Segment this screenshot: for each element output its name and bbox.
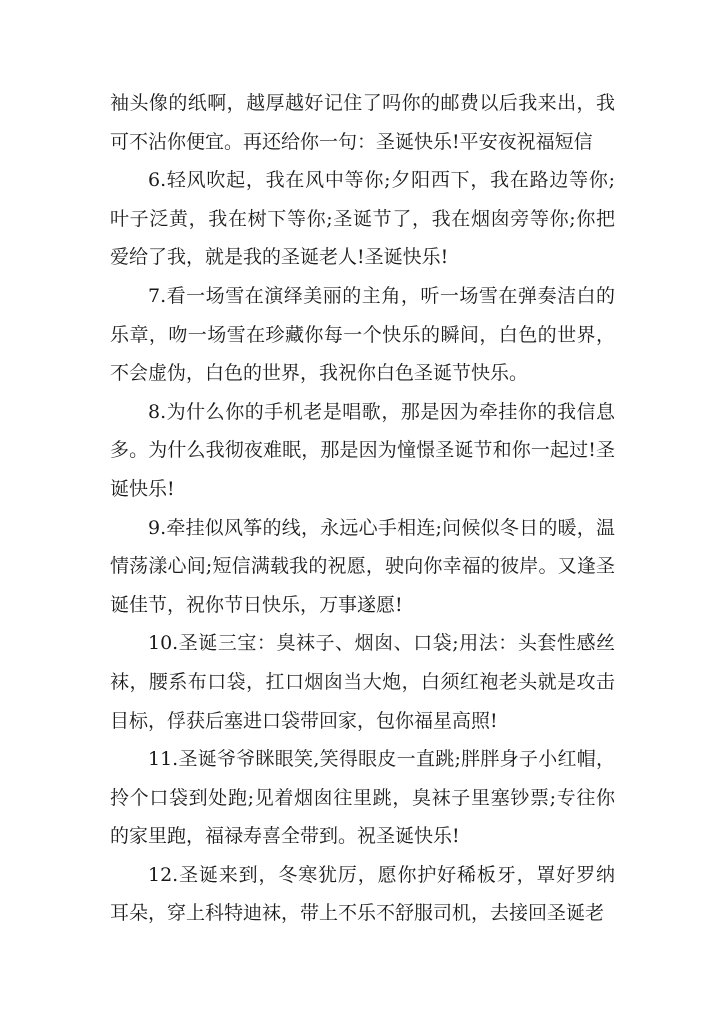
document-body xyxy=(110,84,615,933)
paragraph-4: 8.为什么你的手机老是唱歌，那是因为牵挂你的我信息多。为什么我彻夜难眠，那是因为憧憬圣诞节和你一起过!圣诞快乐! xyxy=(110,400,615,500)
paragraph-7: 11.圣诞爷爷眯眼笑,笑得眼皮一直跳;胖胖身子小红帽，拎个口袋到处跑;见着烟囱往里跳，臭袜子里塞钞票;专往你的家里跑，福禄寿喜全带到。祝圣诞快乐! xyxy=(110,748,615,848)
paragraph-2: 6.轻风吹起，我在风中等你;夕阳西下，我在路边等你;叶子泛黄，我在树下等你;圣诞节了，我在烟囱旁等你;你把爱给了我，就是我的圣诞老人!圣诞快乐! xyxy=(110,169,615,269)
paragraph-6: 10.圣诞三宝：臭袜子、烟囱、口袋;用法：头套性感丝袜，腰系布口袋，扛口烟囱当大炮，白须红袍老头就是攻击目标，俘获后塞进口袋带回家，包你福星高照! xyxy=(110,632,615,732)
paragraph-5: 9.牵挂似风筝的线，永远心手相连;问候似冬日的暖，温情荡漾心间;短信满载我的祝愿，驶向你幸福的彼岸。又逢圣诞佳节，祝你节日快乐，万事遂愿! xyxy=(110,516,615,616)
paragraph-1: 袖头像的纸啊，越厚越好记住了吗你的邮费以后我来出，我可不沾你便宜。再还给你一句：圣诞快乐!平安夜祝福短信 xyxy=(110,92,615,153)
paragraph-3: 7.看一场雪在演绎美丽的主角，听一场雪在弹奏洁白的乐章，吻一场雪在珍藏你每一个快乐的瞬间，白色的世界，不会虚伪，白色的世界，我祝你白色圣诞节快乐。 xyxy=(110,284,615,385)
paragraph-8: 12.圣诞来到，冬寒犹厉，愿你护好稀板牙，罩好罗纳耳朵，穿上科特迪袜，带上不乐不舒服司机，去接回圣诞老 xyxy=(110,863,615,925)
